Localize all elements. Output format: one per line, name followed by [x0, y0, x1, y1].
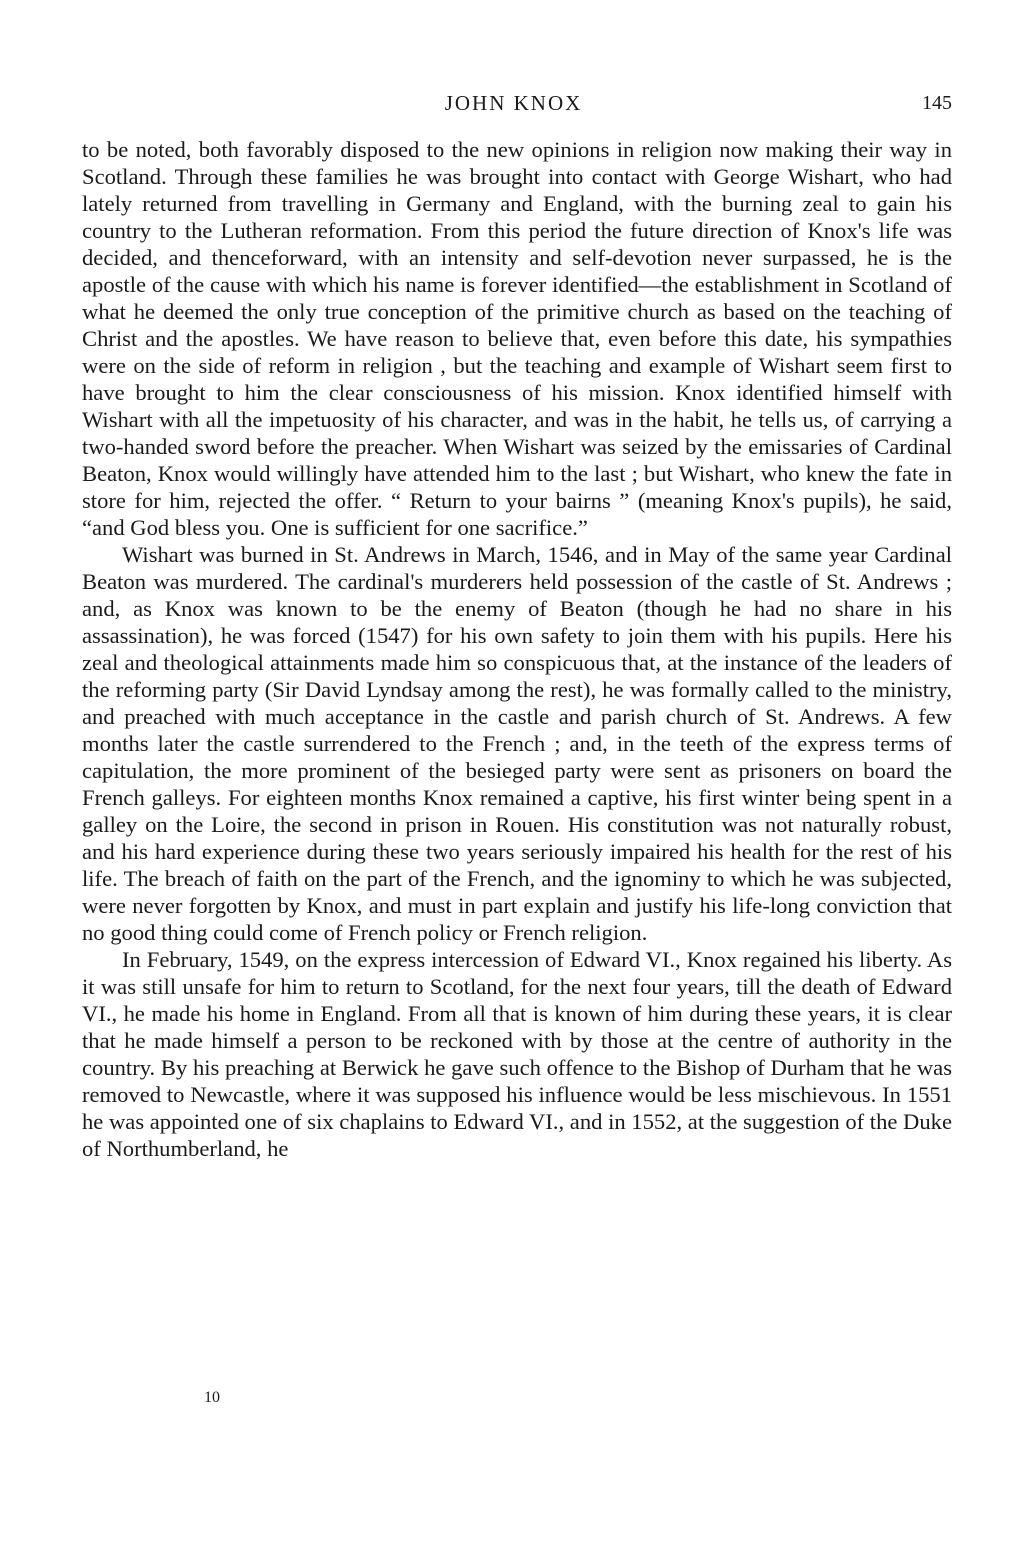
body-text [82, 136, 952, 1162]
running-title: JOHN KNOX [444, 91, 583, 115]
paragraph-1: to be noted, both favorably disposed to the new opinions in religion now making their way in Scotland. Through these families he was brought into contact with George Wishart, who had lately returned from travelling in Germany and England, with the burning zeal to gain his country to the Lutheran reformation. From this period the future direction of Knox's life was decided, and thenceforward, with an intensity and self-devotion never surpassed, he is the apostle of the cause with which his name is forever identified—the establishment in Scotland of what he deemed the only true conception of the primitive church as based on the teaching of Christ and the apostles. We have reason to believe that, even before this date, his sympathies were on the side of reform in religion , but the teaching and example of Wishart seem first to have brought to him the clear consciousness of his mission. Knox identified himself with Wishart with all the impetuosity of his character, and was in the habit, he tells us, of carrying a two-handed sword before the preacher. When Wishart was seized by the emissaries of Cardinal Beaton, Knox would willingly have attended him to the last ; but Wishart, who knew the fate in store for him, rejected the offer. “ Return to your bairns ” (meaning Knox's pupils), he said, “and God bless you. One is sufficient for one sacrifice.” [82, 137, 952, 540]
paragraph-2: Wishart was burned in St. Andrews in March, 1546, and in May of the same year Cardinal Beaton was murdered. The cardinal's murderers held possession of the castle of St. Andrews ; and, as Knox was known to be the enemy of Beaton (though he had no share in his assassination), he was forced (1547) for his own safety to join them with his pupils. Here his zeal and theological attainments made him so conspicuous that, at the instance of the leaders of the reforming party (Sir David Lyndsay among the rest), he was formally called to the ministry, and preached with much acceptance in the castle and parish church of St. Andrews. A few months later the castle surrendered to the French ; and, in the teeth of the express terms of capitulation, the more prominent of the besieged party were sent as prisoners on board the French galleys. For eighteen months Knox remained a captive, his first winter being spent in a galley on the Loire, the second in prison in Rouen. His constitution was not naturally robust, and his hard experience during these two years seriously impaired his health for the rest of his life. The breach of faith on the part of the French, and the ignominy to which he was subjected, were never forgotten by Knox, and must in part explain and justify his life-long conviction that no good thing could come of French policy or French religion. [82, 542, 952, 945]
running-head [0, 88, 1027, 118]
signature-mark: 10 [204, 1389, 220, 1406]
page-number: 145 [922, 92, 952, 114]
paragraph-3: In February, 1549, on the express intercession of Edward VI., Knox regained his liberty. As it was still unsafe for him to return to Scotland, for the next four years, till the death of Edward VI., he made his home in England. From all that is known of him during these years, it is clear that he made himself a person to be reckoned with by those at the centre of authority in the country. By his preaching at Berwick he gave such offence to the Bishop of Durham that he was removed to Newcastle, where it was supposed his influence would be less mischievous. In 1551 he was appointed one of six chaplains to Edward VI., and in 1552, at the suggestion of the Duke of Northumberland, he [82, 947, 952, 1161]
